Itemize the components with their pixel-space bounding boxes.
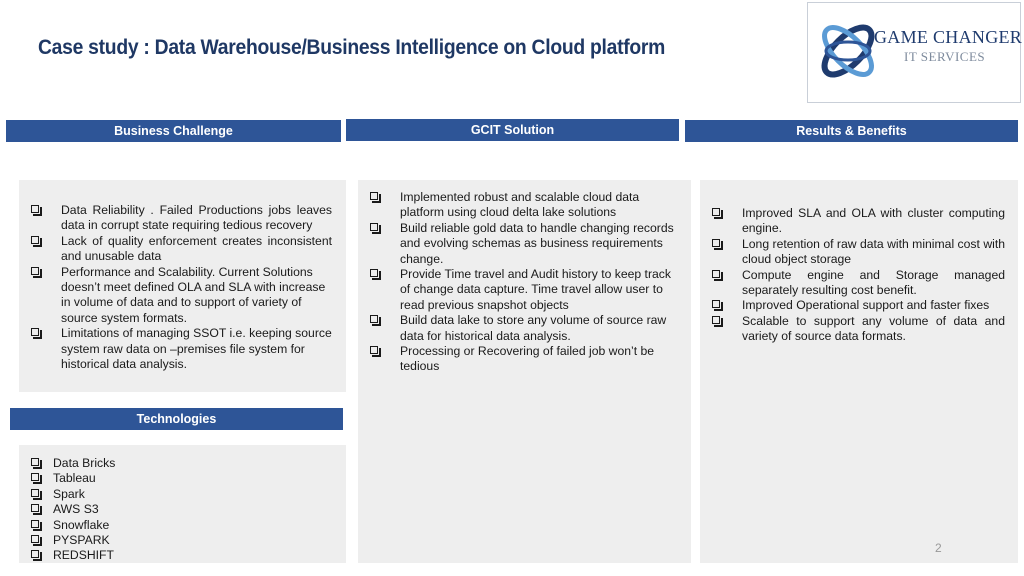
checkbox-icon <box>712 316 720 324</box>
gcit-solution-header: GCIT Solution <box>346 119 679 141</box>
list-item: Performance and Scalability. Current Solutions doesn’t meet defined OLA and SLA with increase in volume of data and to support of variety of source system formats. <box>19 265 332 327</box>
results-benefits-list <box>700 180 1018 345</box>
checkbox-icon <box>712 208 720 216</box>
checkbox-icon <box>31 458 39 466</box>
list-item: REDSHIFT <box>19 548 346 563</box>
page-number: 2 <box>935 541 942 555</box>
gcit-solution-list <box>358 180 691 375</box>
company-logo <box>807 2 1021 103</box>
checkbox-icon <box>370 223 378 231</box>
list-item: Long retention of raw data with minimal cost with cloud object storage <box>700 237 1005 268</box>
checkbox-icon <box>31 328 39 336</box>
checkbox-icon <box>31 205 39 213</box>
list-item: Improved Operational support and faster fixes <box>700 298 1005 313</box>
list-item: Data Bricks <box>19 456 346 471</box>
list-item: Tableau <box>19 471 346 486</box>
checkbox-icon <box>31 550 39 558</box>
checkbox-icon <box>31 236 39 244</box>
list-item: Lack of quality enforcement creates inconsistent and unusable data <box>19 234 332 265</box>
logo-subname: IT SERVICES <box>904 49 986 64</box>
page-title: Case study : Data Warehouse/Business Intelligence on Cloud platform <box>38 36 666 59</box>
list-item: Spark <box>19 487 346 502</box>
list-item: Processing or Recovering of failed job won’t be tedious <box>358 344 679 375</box>
checkbox-icon <box>370 269 378 277</box>
list-item: Data Reliability . Failed Productions jobs leaves data in corrupt state requiring tedious recovery <box>19 203 332 234</box>
checkbox-icon <box>31 473 39 481</box>
list-item: AWS S3 <box>19 502 346 517</box>
technologies-header: Technologies <box>10 408 343 430</box>
checkbox-icon <box>370 315 378 323</box>
checkbox-icon <box>370 192 378 200</box>
list-item: Limitations of managing SSOT i.e. keeping source system raw data on –premises file system for historical data analysis. <box>19 326 332 372</box>
list-item: Implemented robust and scalable cloud data platform using cloud delta lake solutions <box>358 190 679 221</box>
checkbox-icon <box>712 300 720 308</box>
results-benefits-panel <box>700 180 1018 563</box>
list-item: Build reliable gold data to handle changing records and evolving schemas as business requirements change. <box>358 221 679 267</box>
gcit-solution-panel <box>358 180 691 563</box>
technologies-list <box>19 445 346 564</box>
checkbox-icon <box>31 489 39 497</box>
checkbox-icon <box>712 270 720 278</box>
business-challenge-panel <box>19 180 346 392</box>
list-item: Compute engine and Storage managed separately resulting cost benefit. <box>700 268 1005 299</box>
list-item: Provide Time travel and Audit history to keep track of change data capture. Time travel allow user to read previous snapshot objects <box>358 267 679 313</box>
list-item: Build data lake to store any volume of source raw data for historical data analysis. <box>358 313 679 344</box>
business-challenge-header: Business Challenge <box>6 120 341 142</box>
logo-name: GAME CHANGER <box>874 27 1023 47</box>
list-item: Improved SLA and OLA with cluster computing engine. <box>700 206 1005 237</box>
checkbox-icon <box>31 535 39 543</box>
checkbox-icon <box>712 239 720 247</box>
technologies-panel <box>19 445 346 563</box>
checkbox-icon <box>31 267 39 275</box>
results-benefits-header: Results & Benefits <box>685 120 1018 142</box>
list-item: Snowflake <box>19 518 346 533</box>
list-item: PYSPARK <box>19 533 346 548</box>
checkbox-icon <box>31 504 39 512</box>
business-challenge-list <box>19 180 346 372</box>
list-item: Scalable to support any volume of data and variety of source data formats. <box>700 314 1005 345</box>
checkbox-icon <box>31 520 39 528</box>
checkbox-icon <box>370 346 378 354</box>
logo-emblem-icon <box>814 9 884 89</box>
